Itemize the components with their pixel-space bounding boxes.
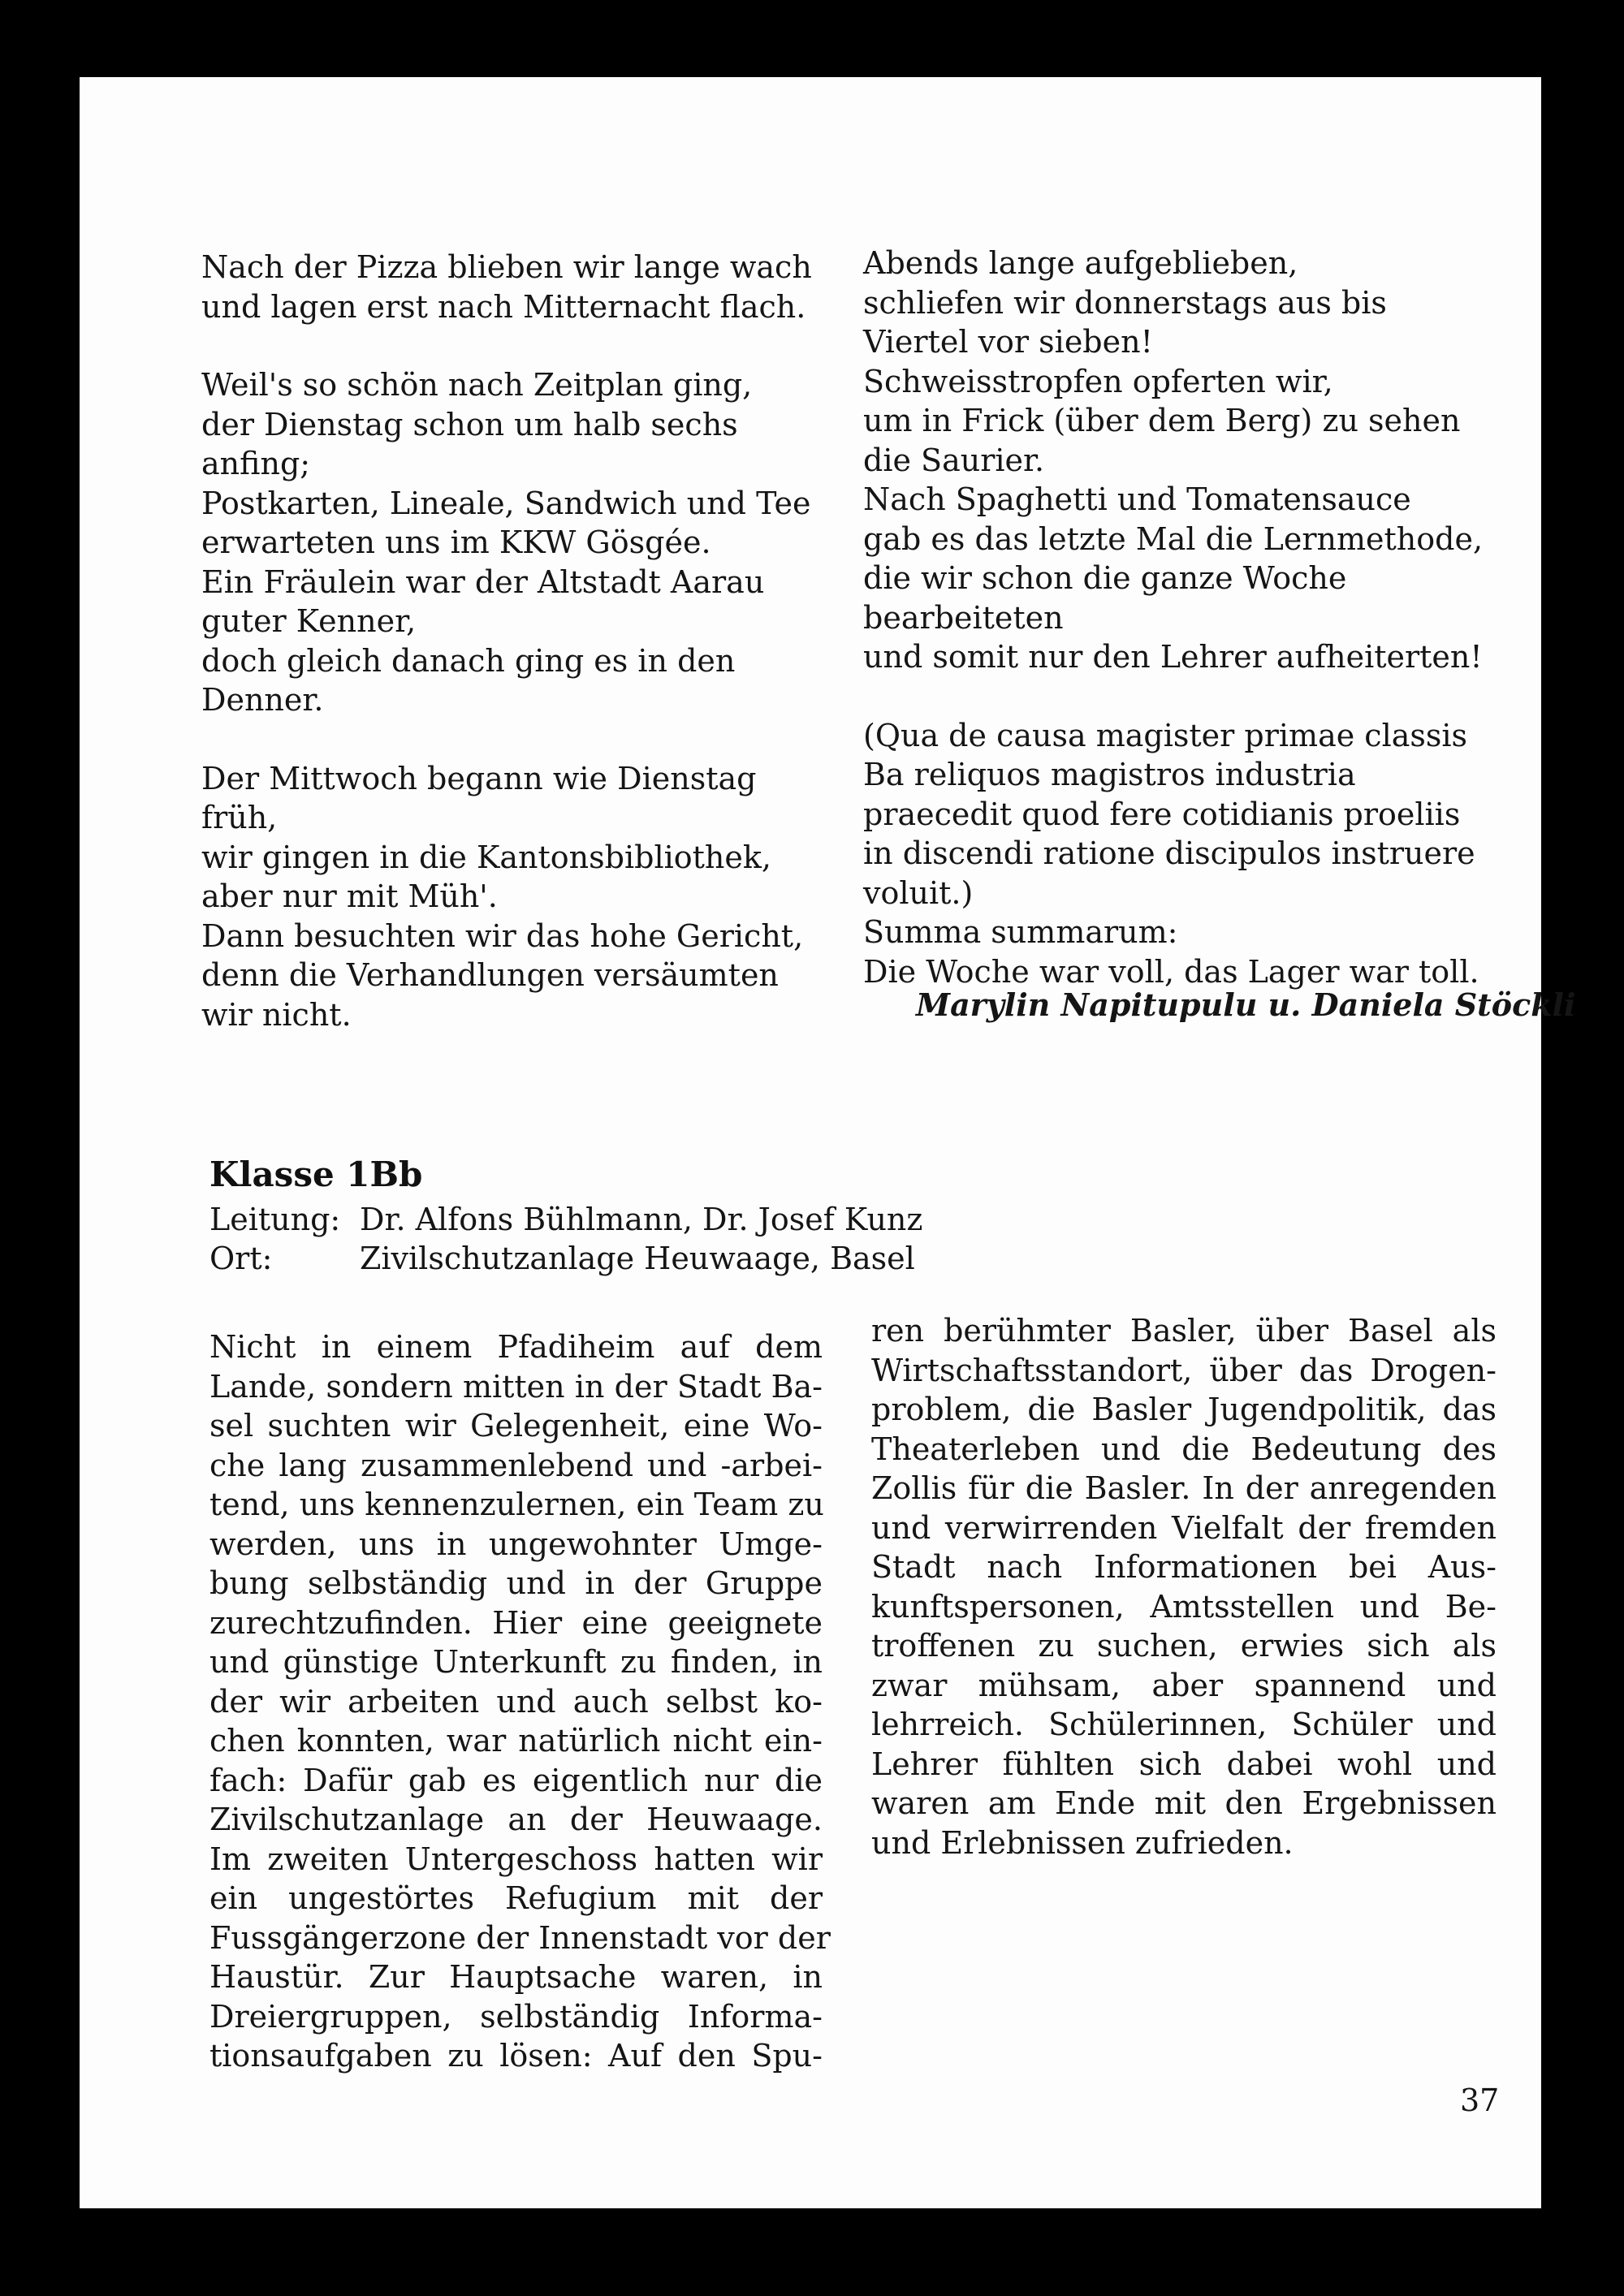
poem-line: doch gleich danach ging es in den xyxy=(201,642,736,679)
stanza-gap xyxy=(201,326,812,365)
poem-line: der Dienstag schon um halb sechs xyxy=(201,406,738,442)
page-number: 37 xyxy=(1460,2082,1500,2118)
report-line: tend, uns kennenzulernen, ein Team zu xyxy=(209,1487,824,1522)
poem-line: wir nicht. xyxy=(201,996,352,1033)
poem-line: Weil's so schön nach Zeitplan ging, xyxy=(201,367,753,403)
poem-line: in discendi ratione discipulos instruere xyxy=(863,835,1475,871)
report-line: zurechtzufinden. Hier eine geeignete xyxy=(209,1604,823,1641)
report-line: Im zweiten Untergeschoss hatten wir xyxy=(209,1841,823,1877)
report-line: Zivilschutzanlage an der Heuwaage. xyxy=(209,1802,823,1837)
report-line: und Erlebnissen zufrieden. xyxy=(871,1824,1294,1861)
poem-line: praecedit quod fere cotidianis proeliis xyxy=(863,796,1461,832)
poem-line: und lagen erst nach Mitternacht flach. xyxy=(201,288,806,325)
report-line: werden, uns in ungewohnter Umge- xyxy=(209,1526,823,1562)
stanza-gap xyxy=(863,677,1483,716)
report-line: Zollis für die Basler. In der anregenden xyxy=(871,1470,1497,1506)
poem-line: anfing; xyxy=(201,446,311,481)
poem-signature: Marylin Napitupulu u. Daniela Stöckli xyxy=(916,986,1576,1023)
poem-line: aber nur mit Müh'. xyxy=(201,878,498,914)
poem-line: wir gingen in die Kantonsbibliothek, xyxy=(201,839,771,875)
poem-line: Die Woche war voll, das Lager war toll. xyxy=(863,953,1479,990)
report-left-column xyxy=(209,1327,831,2076)
poem-line: die Saurier. xyxy=(863,442,1045,478)
poem-line: um in Frick (über dem Berg) zu sehen xyxy=(863,403,1461,438)
report-line: problem, die Basler Jugendpolitik, das xyxy=(871,1392,1497,1427)
report-line: sel suchten wir Gelegenheit, eine Wo- xyxy=(209,1408,823,1444)
report-right-column xyxy=(871,1311,1497,1862)
ort-label: Ort: xyxy=(209,1241,273,1276)
report-line: tionsaufgaben zu lösen: Auf den Spu- xyxy=(209,2038,823,2074)
leitung-label: Leitung: xyxy=(209,1202,341,1237)
poem-line: denn die Verhandlungen versäumten xyxy=(201,957,779,993)
poem-right-column xyxy=(863,244,1483,991)
poem-line: Der Mittwoch begann wie Dienstag xyxy=(201,760,757,796)
poem-line: Nach der Pizza blieben wir lange wach xyxy=(201,249,812,285)
report-line: und günstige Unterkunft zu finden, in xyxy=(209,1644,823,1680)
report-line: Nicht in einem Pfadiheim auf dem xyxy=(209,1329,823,1365)
report-line: Lande, sondern mitten in der Stadt Ba- xyxy=(209,1368,823,1405)
poem-line: die wir schon die ganze Woche xyxy=(863,560,1347,596)
poem-line: Ein Fräulein war der Altstadt Aarau xyxy=(201,563,765,600)
poem-left-column xyxy=(201,248,812,1034)
poem-line: Summa summarum: xyxy=(863,914,1178,950)
poem-line: gab es das letzte Mal die Lernmethode, xyxy=(863,520,1484,557)
section-heading: Klasse 1Bb xyxy=(209,1154,423,1194)
poem-line: schliefen wir donnerstags aus bis xyxy=(863,284,1387,321)
report-line: che lang zusammenlebend und -arbei- xyxy=(209,1447,823,1483)
report-line: zwar mühsam, aber spannend und xyxy=(871,1667,1497,1703)
poem-line: Nach Spaghetti und Tomatensauce xyxy=(863,481,1411,517)
report-line: waren am Ende mit den Ergebnissen xyxy=(871,1785,1497,1821)
ort-value: Zivilschutzanlage Heuwaage, Basel xyxy=(360,1241,915,1276)
report-line: Haustür. Zur Hauptsache waren, in xyxy=(209,1959,823,1995)
ort-row xyxy=(209,1241,915,1276)
report-line: Lehrer fühlten sich dabei wohl und xyxy=(871,1746,1497,1782)
leitung-value: Dr. Alfons Bühlmann, Dr. Josef Kunz xyxy=(360,1202,923,1237)
poem-line: voluit.) xyxy=(863,874,974,911)
report-line: chen konnten, war natürlich nicht ein- xyxy=(209,1723,823,1759)
poem-line: Ba reliquos magistros industria xyxy=(863,757,1356,792)
poem-line: erwarteten uns im KKW Gösgée. xyxy=(201,524,711,560)
poem-line: Denner. xyxy=(201,682,324,718)
poem-line: Dann besuchten wir das hohe Gericht, xyxy=(201,917,804,954)
report-line: ein ungestörtes Refugium mit der xyxy=(209,1880,823,1916)
poem-line: Postkarten, Lineale, Sandwich und Tee xyxy=(201,485,811,521)
poem-line: (Qua de causa magister primae classis xyxy=(863,717,1468,753)
report-line: Dreiergruppen, selbständig Informa- xyxy=(209,1998,823,2035)
report-line: fach: Dafür gab es eigentlich nur die xyxy=(209,1762,823,1798)
report-line: troffenen zu suchen, erwies sich als xyxy=(871,1628,1497,1664)
report-line: bung selbständig und in der Gruppe xyxy=(209,1565,823,1601)
poem-line: guter Kenner, xyxy=(201,603,417,639)
report-line: Theaterleben und die Bedeutung des xyxy=(871,1431,1497,1467)
page xyxy=(80,77,1576,2208)
poem-line: und somit nur den Lehrer aufheiterten! xyxy=(863,639,1483,675)
report-line: kunftspersonen, Amtsstellen und Be- xyxy=(871,1588,1497,1625)
poem-line: bearbeiteten xyxy=(863,599,1064,636)
report-line: lehrreich. Schülerinnen, Schüler und xyxy=(871,1707,1497,1742)
poem-line: Schweisstropfen opferten wir, xyxy=(863,363,1333,399)
report-line: ren berühmter Basler, über Basel als xyxy=(871,1313,1497,1349)
report-line: und verwirrenden Vielfalt der fremden xyxy=(871,1509,1497,1546)
poem-line: Abends lange aufgeblieben, xyxy=(863,245,1298,281)
report-line: der wir arbeiten und auch selbst ko- xyxy=(209,1683,823,1720)
poem-line: früh, xyxy=(201,800,278,835)
leitung-row xyxy=(209,1202,922,1237)
stanza-gap xyxy=(201,720,812,759)
report-line: Wirtschaftsstandort, über das Drogen- xyxy=(871,1352,1497,1388)
report-line: Fussgängerzone der Innenstadt vor der xyxy=(209,1919,831,1956)
report-line: Stadt nach Informationen bei Aus- xyxy=(871,1549,1497,1585)
poem-line: Viertel vor sieben! xyxy=(863,324,1153,360)
